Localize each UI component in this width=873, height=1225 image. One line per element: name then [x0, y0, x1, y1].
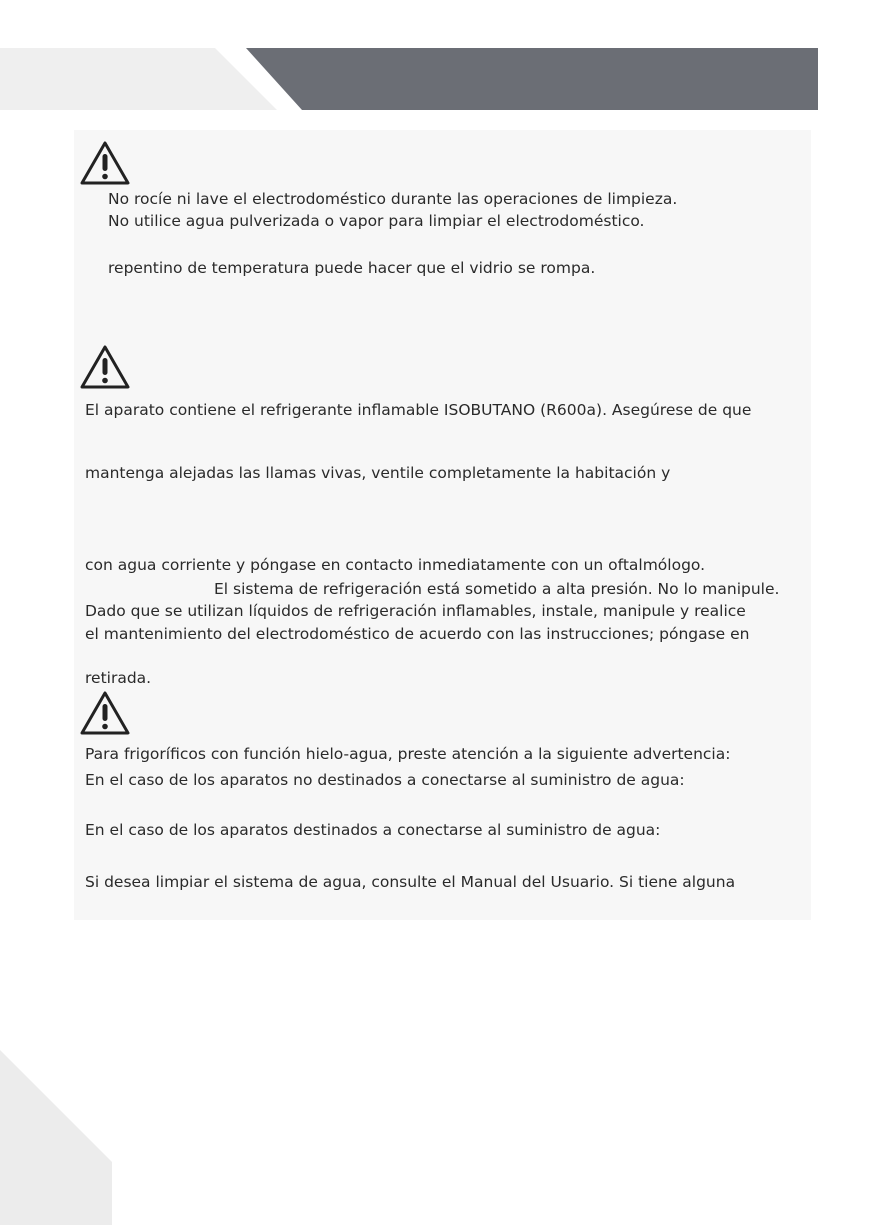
- warning-triangle-icon: [79, 140, 131, 186]
- text-line: En el caso de los aparatos destinados a conectarse al suministro de agua:: [85, 821, 661, 839]
- text-line: mantenga alejadas las llamas vivas, ventile completamente la habitación y: [85, 464, 671, 482]
- corner-tab: [0, 1050, 112, 1225]
- text-line: Si desea limpiar el sistema de agua, consulte el Manual del Usuario. Si tiene alguna: [85, 873, 736, 891]
- text-line: El sistema de refrigeración está sometido a alta presión. No lo manipule.: [214, 580, 780, 598]
- text-line: el mantenimiento del electrodoméstico de acuerdo con las instrucciones; póngase en: [85, 625, 750, 643]
- text-line: retirada.: [85, 669, 152, 687]
- text-line: Para frigoríficos con función hielo-agua, preste atención a la siguiente advertencia:: [85, 745, 731, 763]
- text-line: con agua corriente y póngase en contacto inmediatamente con un oftalmólogo.: [85, 556, 706, 574]
- warning-content-box: [74, 130, 811, 920]
- text-line: El aparato contiene el refrigerante inflamable ISOBUTANO (R600a). Asegúrese de que: [85, 401, 752, 419]
- text-line: En el caso de los aparatos no destinados a conectarse al suministro de agua:: [85, 771, 685, 789]
- warning-triangle-icon: [79, 344, 131, 390]
- warning-triangle-icon: [79, 690, 131, 736]
- text-line: Dado que se utilizan líquidos de refrigeración inflamables, instale, manipule y realice: [85, 602, 746, 620]
- text-line: repentino de temperatura puede hacer que el vidrio se rompa.: [108, 259, 596, 277]
- header-tab-right: [238, 48, 818, 110]
- text-line: No utilice agua pulverizada o vapor para limpiar el electrodoméstico.: [108, 212, 645, 230]
- text-line: No rocíe ni lave el electrodoméstico durante las operaciones de limpieza.: [108, 190, 678, 208]
